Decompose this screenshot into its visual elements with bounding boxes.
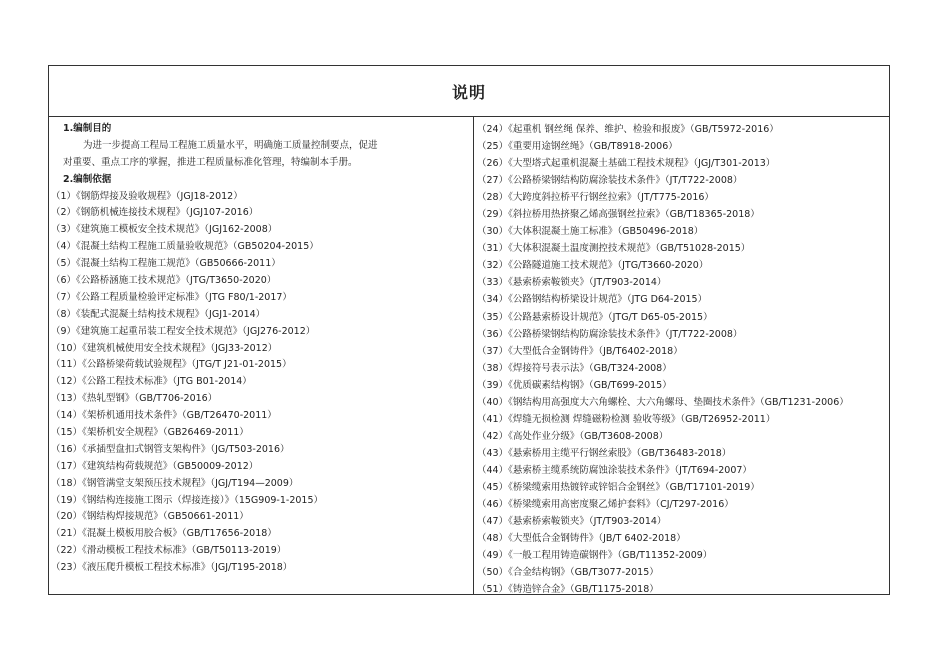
standard-list-item: （45）《桥梁缆索用热镀锌或锌铝合金钢丝》（GB/T17101-2019） xyxy=(477,481,760,493)
standards-list-right xyxy=(477,121,889,598)
section-heading-basis: 2.编制依据 xyxy=(63,173,112,185)
standard-list-item: （20）《钢结构焊接规范》（GB50661-2011） xyxy=(51,511,249,523)
standard-list-item: （5）《混凝土结构工程施工规范》（GB50666-2011） xyxy=(51,258,281,270)
standard-list-item: （42）《高处作业分级》（GB/T3608-2008） xyxy=(477,430,669,442)
standard-list-item: （37）《大型低合金钢铸件》（JB/T6402-2018） xyxy=(477,345,683,357)
standard-list-item: （27）《公路桥梁钢结构防腐涂装技术条件》（JT/T722-2008） xyxy=(477,175,743,187)
standard-list-item: （2）《钢筋机械连接技术规程》（JGJ107-2016） xyxy=(51,207,259,219)
standard-list-item: （18）《钢管满堂支架预压技术规程》（JGJ/T194—2009） xyxy=(51,477,299,489)
standard-list-item: （19）《钢结构连接施工图示（焊接连接）》（15G909-1-2015） xyxy=(51,494,323,506)
standard-list-item: （16）《承插型盘扣式钢管支架构件》（JG/T503-2016） xyxy=(51,443,290,455)
purpose-paragraph-line: 为进一步提高工程局工程施工质量水平，明确施工质量控制要点，促进 xyxy=(83,139,378,151)
standard-list-item: （34）《公路钢结构桥梁设计规范》（JTG D64-2015） xyxy=(477,294,708,306)
title-row xyxy=(49,66,889,117)
standard-list-item: （29）《斜拉桥用热挤聚乙烯高强钢丝拉索》（GB/T18365-2018） xyxy=(477,209,760,221)
standard-list-item: （44）《悬索桥主缆系统防腐蚀涂装技术条件》（JT/T694-2007） xyxy=(477,464,752,476)
standard-list-item: （4）《混凝土结构工程施工质量验收规范》（GB50204-2015） xyxy=(51,241,319,253)
standard-list-item: （31）《大体积混凝土温度测控技术规范》（GB/T51028-2015） xyxy=(477,243,751,255)
standard-list-item: （14）《架桥机通用技术条件》（GB/T26470-2011） xyxy=(51,410,277,422)
standard-list-item: （11）《公路桥梁荷载试验规程》（JTG/T J21-01-2015） xyxy=(51,359,292,371)
page-title: 说明 xyxy=(451,82,486,102)
standard-list-item: （24）《起重机 钢丝绳 保养、维护、检验和报废》（GB/T5972-2016） xyxy=(477,124,779,135)
standard-list-item: （33）《悬索桥索鞍锁夹》（JT/T903-2014） xyxy=(477,277,667,289)
standard-list-item: （36）《公路桥梁钢结构防腐涂装技术条件》（JT/T722-2008） xyxy=(477,328,743,340)
standard-list-item: （50）《合金结构钢》（GB/T3077-2015） xyxy=(477,567,659,579)
standard-list-item: （28）《大跨度斜拉桥平行钢丝拉索》（JT/T775-2016） xyxy=(477,192,714,204)
standard-list-item: （41）《焊缝无损检测 焊缝磁粉检测 验收等级》（GB/T26952-2011） xyxy=(477,413,776,425)
standard-list-item: （21）《混凝土模板用胶合板》（GB/T17656-2018） xyxy=(51,528,277,540)
standard-list-item: （13）《热轧型钢》（GB/T706-2016） xyxy=(51,393,218,405)
standard-list-item: （22）《滑动模板工程技术标准》（GB/T50113-2019） xyxy=(51,545,287,557)
document-frame xyxy=(48,65,890,595)
standard-list-item: （51）《铸造锌合金》（GB/T1175-2018） xyxy=(477,584,659,596)
standard-list-item: （40）《钢结构用高强度大六角螺栓、大六角螺母、垫圈技术条件》（GB/T1231-2006） xyxy=(477,396,849,408)
standard-list-item: （7）《公路工程质量检验评定标准》（JTG F80/1-2017） xyxy=(51,291,292,303)
standard-list-item: （9）《建筑施工起重吊装工程安全技术规范》（JGJ276-2012） xyxy=(51,325,316,337)
standard-list-item: （25）《重要用途钢丝绳》（GB/T8918-2006） xyxy=(477,141,678,153)
standard-list-item: （47）《悬索桥索鞍锁夹》（JT/T903-2014） xyxy=(477,516,667,528)
standard-list-item: （10）《建筑机械使用安全技术规程》（JGJ33-2012） xyxy=(51,342,278,354)
standard-list-item: （35）《公路悬索桥设计规范》（JTG/T D65-05-2015） xyxy=(477,311,713,323)
purpose-paragraph-line: 对重要、重点工序的掌握，推进工程质量标准化管理，特编制本手册。 xyxy=(63,156,358,168)
standard-list-item: （32）《公路隧道施工技术规范》（JTG/T3660-2020） xyxy=(477,260,709,272)
standard-list-item: （39）《优质碳素结构钢》（GB/T699-2015） xyxy=(477,379,672,391)
standard-list-item: （8）《装配式混凝土结构技术规程》（JGJ1-2014） xyxy=(51,308,266,320)
standard-list-item: （38）《焊接符号表示法》（GB/T324-2008） xyxy=(477,362,672,374)
standard-list-item: （3）《建筑施工模板安全技术规范》（JGJ162-2008） xyxy=(51,224,278,236)
standard-list-item: （46）《桥梁缆索用高密度聚乙烯护套料》（CJ/T297-2016） xyxy=(477,499,734,511)
standard-list-item: （23）《液压爬升模板工程技术标准》（JGJ/T195-2018） xyxy=(51,562,293,574)
standard-list-item: （12）《公路工程技术标准》（JTG B01-2014） xyxy=(51,376,252,388)
standard-list-item: （1）《钢筋焊接及验收规程》（JGJ18-2012） xyxy=(51,190,243,202)
standard-list-item: （26）《大型塔式起重机混凝土基础工程技术规程》（JGJ/T301-2013） xyxy=(477,158,776,170)
section-heading-purpose: 1.编制目的 xyxy=(63,123,112,134)
standard-list-item: （30）《大体积混凝土施工标准》（GB50496-2018） xyxy=(477,226,704,238)
left-column xyxy=(51,121,469,577)
standard-list-item: （15）《架桥机安全规程》（GB26469-2011） xyxy=(51,427,249,439)
standard-list-item: （6）《公路桥涵施工技术规范》（JTG/T3650-2020） xyxy=(51,275,277,287)
right-column xyxy=(477,121,889,598)
standard-list-item: （48）《大型低合金钢铸件》（JB/T 6402-2018） xyxy=(477,533,686,545)
column-divider xyxy=(473,117,474,594)
standard-list-item: （17）《建筑结构荷载规范》（GB50009-2012） xyxy=(51,460,259,472)
standard-list-item: （43）《悬索桥用主缆平行钢丝索股》（GB/T36483-2018） xyxy=(477,447,732,459)
standard-list-item: （49）《一般工程用铸造碳钢件》（GB/T11352-2009） xyxy=(477,550,713,562)
standards-list-left xyxy=(51,189,469,577)
